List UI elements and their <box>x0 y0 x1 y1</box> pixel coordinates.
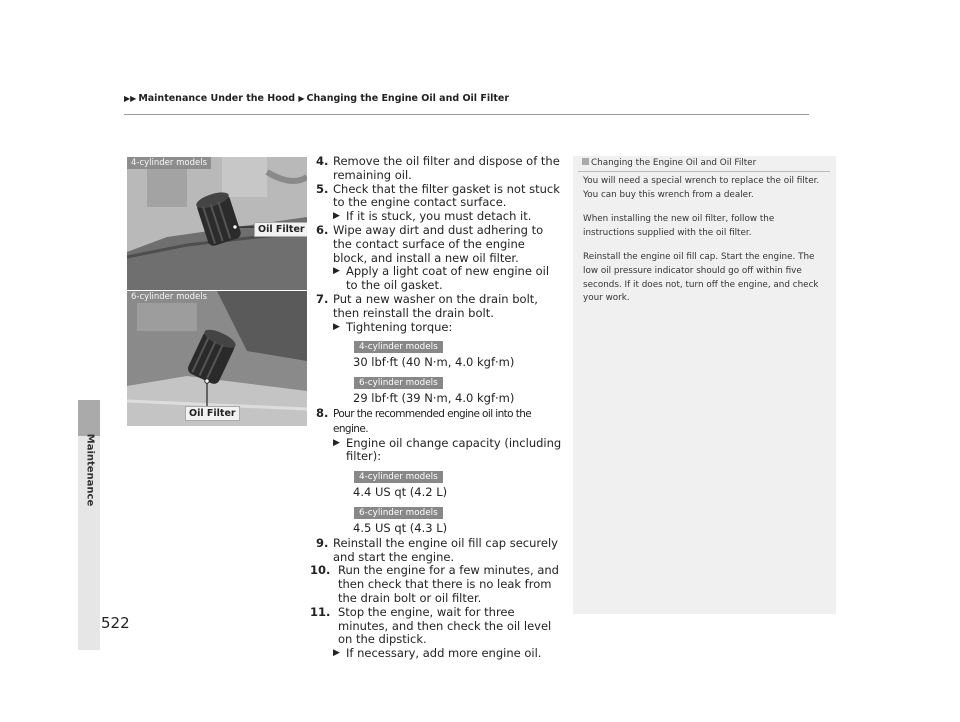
procedure-steps <box>310 154 562 661</box>
model-tag-6-cylinder: 6-cylinder models <box>354 377 443 389</box>
note-marker-icon <box>582 158 589 165</box>
capacity-value-4-cylinder: 4.4 US qt (4.2 L) <box>353 485 448 500</box>
step-text: Check that the filter gasket is not stuck to the engine contact surface. <box>333 181 560 210</box>
step-5 <box>316 183 562 211</box>
breadcrumb-arrow-icon: ▶ <box>298 94 305 103</box>
engine-photo-6-cylinder <box>127 291 307 426</box>
step-text: Run the engine for a few minutes, and then check that there is no leak from the drain bolt or oil filter. <box>338 563 559 605</box>
step-8 <box>316 407 562 437</box>
step-4 <box>316 155 562 183</box>
note-paragraph: When installing the new oil filter, follow the instructions supplied with the oil filter. <box>583 214 775 238</box>
step-7 <box>316 293 562 321</box>
step-6 <box>316 224 562 265</box>
oil-filter-callout: Oil Filter <box>185 406 240 421</box>
step-7-sub <box>316 321 562 335</box>
torque-value-4-cylinder: 30 lbf·ft (40 N·m, 4.0 kgf·m) <box>353 355 515 370</box>
breadcrumb-arrow-icon: ▶▶ <box>124 94 137 103</box>
step-text: Put a new washer on the drain bolt, then reinstall the drain bolt. <box>333 291 538 320</box>
step-number: 5. <box>316 181 329 196</box>
side-tab-marker <box>78 400 100 436</box>
note-divider <box>578 171 830 172</box>
step-8-sub <box>316 437 562 465</box>
step-text: Remove the oil filter and dispose of the remaining oil. <box>333 154 560 182</box>
sub-text: Apply a light coat of new engine oil to the oil gasket. <box>346 264 550 293</box>
capacity-value-6-cylinder: 4.5 US qt (4.3 L) <box>353 520 448 535</box>
engine-photo-4-cylinder <box>127 157 307 290</box>
step-text: Reinstall the engine oil fill cap securely and start the engine. <box>333 535 558 564</box>
step-text: Wipe away dirt and dust adhering to the contact surface of the engine block, and install a new oil filter. <box>333 222 544 265</box>
step-number: 8. <box>316 405 329 420</box>
step-text: Stop the engine, wait for three minutes, and then check the oil level on the dipstick. <box>338 604 552 647</box>
header-divider <box>124 114 809 115</box>
sub-text: If necessary, add more engine oil. <box>346 646 542 661</box>
breadcrumb-item-maintenance-under-hood[interactable]: Maintenance Under the Hood <box>138 93 296 104</box>
arrow-bullet-icon: ▶ <box>333 437 340 448</box>
step-11-sub <box>316 647 562 661</box>
model-tag-6-cylinder: 6-cylinder models <box>354 507 443 519</box>
note-body <box>583 175 828 317</box>
torque-tag-row <box>316 375 562 389</box>
step-6-sub <box>316 265 562 293</box>
breadcrumb-item-changing-oil[interactable]: Changing the Engine Oil and Oil Filter <box>306 93 510 104</box>
note-paragraph: You will need a special wrench to replace the oil filter. You can buy this wrench from a dealer. <box>583 176 820 200</box>
model-tag-4-cylinder: 4-cylinder models <box>354 341 443 353</box>
model-tag-4-cylinder: 4-cylinder models <box>354 471 443 483</box>
capacity-tag-row <box>316 505 562 519</box>
sub-text: Engine oil change capacity (including filter): <box>346 435 562 464</box>
page-number: 522 <box>101 614 130 632</box>
step-number: 11. <box>310 604 331 619</box>
breadcrumb <box>124 93 509 104</box>
note-paragraph: Reinstall the engine oil fill cap. Start the engine. The low oil pressure indicator should go off within five seconds. If it does not, turn off the engine, and check your work. <box>583 252 819 304</box>
torque-value-6-cylinder: 29 lbf·ft (39 N·m, 4.0 kgf·m) <box>353 391 515 406</box>
oil-filter-callout: Oil Filter <box>254 222 307 237</box>
capacity-tag-row <box>316 469 562 483</box>
torque-tag-row <box>316 339 562 353</box>
note-title <box>582 158 756 168</box>
model-tag-6-cylinder: 6-cylinder models <box>127 291 211 303</box>
sub-text: Tightening torque: <box>346 319 453 334</box>
step-number: 10. <box>310 563 331 578</box>
step-number: 6. <box>316 222 329 237</box>
arrow-bullet-icon: ▶ <box>333 648 340 659</box>
step-number: 7. <box>316 291 329 306</box>
arrow-bullet-icon: ▶ <box>333 266 340 277</box>
arrow-bullet-icon: ▶ <box>333 211 340 222</box>
note-title-text: Changing the Engine Oil and Oil Filter <box>591 158 757 168</box>
arrow-bullet-icon: ▶ <box>333 321 340 332</box>
step-text: Pour the recommended engine oil into the engine. <box>333 407 532 435</box>
step-5-sub <box>316 210 562 224</box>
step-10 <box>310 563 562 605</box>
sub-text: If it is stuck, you must detach it. <box>346 209 532 224</box>
side-tab-label: Maintenance <box>84 433 96 507</box>
step-number: 9. <box>316 535 329 550</box>
model-tag-4-cylinder: 4-cylinder models <box>127 157 211 169</box>
step-9 <box>316 537 562 565</box>
step-number: 4. <box>316 154 329 168</box>
step-11 <box>310 604 562 647</box>
